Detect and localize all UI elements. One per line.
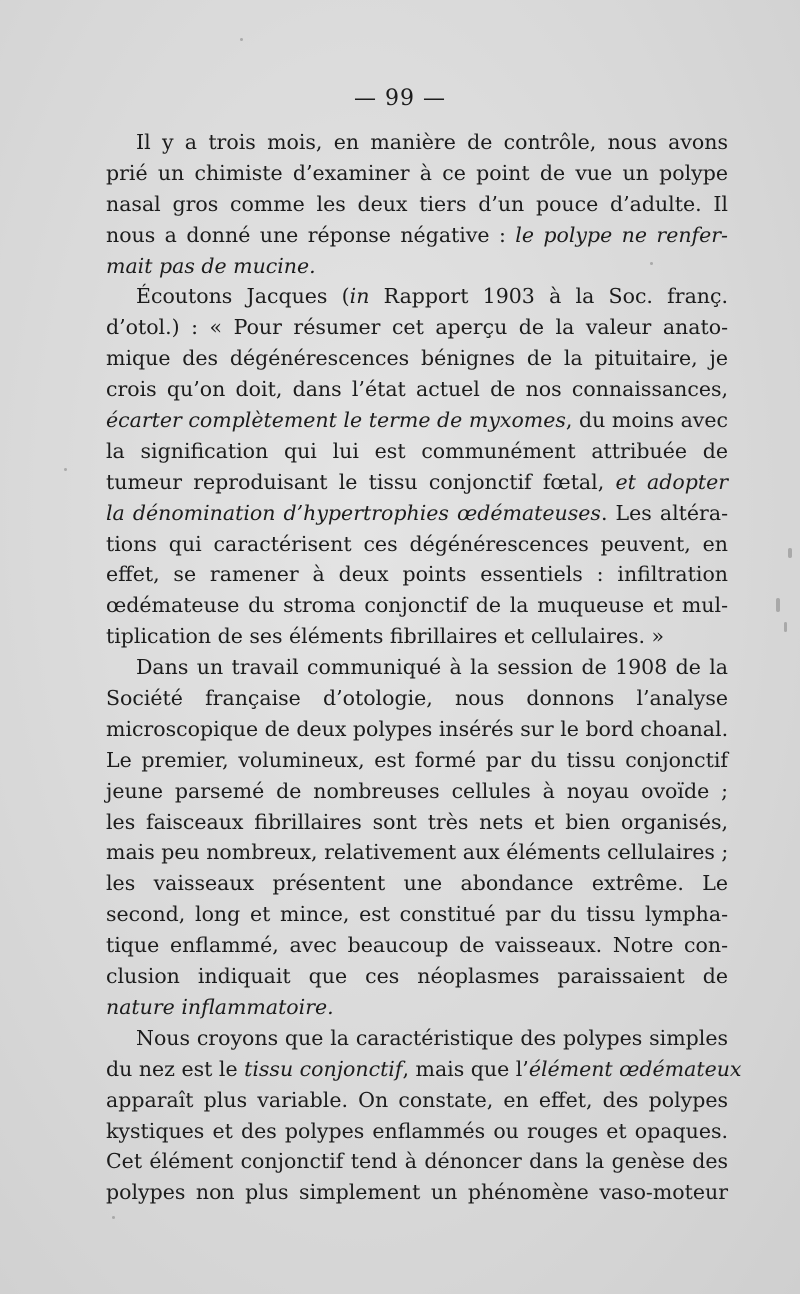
- text-run: crois qu’on doit, dans l’état actuel de nos connaissances,: [106, 377, 728, 402]
- text-line: [106, 714, 728, 745]
- text-line: [106, 158, 728, 189]
- text-line: [106, 251, 728, 282]
- text-line: [106, 961, 728, 992]
- text-line: [106, 683, 728, 714]
- text-run: apparaît plus variable. On constate, en effet, des polypes: [106, 1087, 728, 1112]
- text-run: Société française d’otologie, nous donnons l’analyse: [106, 686, 728, 711]
- text-run: Cet élément conjonctif tend à dénoncer dans la genèse des: [106, 1149, 728, 1174]
- italic-text: mait pas de mucine.: [106, 253, 316, 278]
- text-run: microscopique de deux polypes insérés sur le bord choanal.: [106, 716, 729, 741]
- paper-speck: [650, 262, 653, 265]
- body-text: [106, 127, 742, 1208]
- text-line: [106, 312, 728, 343]
- text-run: œdémateuse du stroma conjonctif de la muqueuse et mul-: [106, 593, 728, 618]
- text-line: [106, 405, 728, 436]
- text-line: [106, 1177, 728, 1208]
- text-line: [106, 621, 728, 652]
- text-run: jeune parsemé de nombreuses cellules à noyau ovoïde ;: [106, 778, 728, 803]
- italic-text: élément œdémateux: [528, 1056, 742, 1081]
- text-line: [106, 590, 728, 621]
- text-line: [106, 992, 728, 1023]
- text-run: tions qui caractérisent ces dégénérescences peuvent, en: [106, 531, 728, 556]
- text-run: Le premier, volumineux, est formé par du tissu conjonctif: [106, 747, 728, 772]
- text-line: [106, 1054, 742, 1085]
- text-run: clusion indiquait que ces néoplasmes paraissaient de: [106, 964, 728, 989]
- italic-text: tissu conjonctif: [244, 1056, 403, 1081]
- text-run: la signification qui lui est communément attribuée de: [106, 438, 728, 463]
- text-run: effet, se ramener à deux points essentiels : infiltration: [106, 562, 728, 587]
- text-run: mique des dégénérescences bénignes de la pituitaire, je: [106, 346, 728, 371]
- paper-speck: [784, 622, 787, 632]
- text-line: [106, 281, 728, 312]
- text-line: [106, 467, 728, 498]
- text-run: Il y a trois mois, en manière de contrôle, nous avons: [136, 130, 728, 154]
- text-line: [106, 220, 728, 251]
- paper-speck: [776, 598, 780, 612]
- text-run: les vaisseaux présentent une abondance extrême. Le: [106, 871, 728, 896]
- text-run: Dans un travail communiqué à la session de 1908 de la: [136, 655, 728, 680]
- text-run: mais peu nombreux, relativement aux éléments cellulaires ;: [106, 840, 729, 865]
- paper-speck: [788, 548, 792, 558]
- paper-speck: [240, 38, 243, 41]
- text-line: [106, 1116, 728, 1147]
- text-line: [106, 837, 728, 868]
- text-run: second, long et mince, est constitué par du tissu lympha-: [106, 902, 728, 927]
- text-line: [106, 498, 728, 529]
- text-line: [106, 559, 728, 590]
- text-run: Rapport 1903 à la Soc. franç.: [369, 284, 728, 309]
- text-run: Nous croyons que la caractéristique des polypes simples: [136, 1025, 728, 1050]
- italic-text: nature inflammatoire.: [106, 994, 334, 1019]
- text-line: [106, 189, 728, 220]
- text-run: , du moins avec: [565, 408, 728, 433]
- text-run: nasal gros comme les deux tiers d’un pouce d’adulte. Il: [106, 191, 728, 216]
- text-line: [106, 343, 728, 374]
- italic-text: la dénomination d’hypertrophies œdémateuses: [106, 500, 601, 525]
- text-line: [106, 807, 728, 838]
- text-run: kystiques et des polypes enflammés ou rouges et opaques.: [106, 1118, 728, 1143]
- text-run: nous a donné une réponse négative :: [106, 222, 516, 247]
- text-run: prié un chimiste d’examiner à ce point de vue un polype: [106, 160, 728, 185]
- text-run: tumeur reproduisant le tissu conjonctif fœtal,: [106, 469, 616, 494]
- italic-text: in: [349, 284, 370, 309]
- text-line: [106, 868, 728, 899]
- text-run: . Les altéra-: [600, 500, 728, 525]
- page-number: — 99 —: [354, 86, 446, 111]
- text-line: [106, 1085, 728, 1116]
- italic-text: écarter complètement le terme de myxomes: [106, 408, 566, 433]
- text-line: [106, 436, 728, 467]
- paper-speck: [64, 468, 67, 471]
- text-run: , mais que l’: [402, 1056, 529, 1081]
- text-run: Écoutons Jacques (: [136, 284, 350, 309]
- text-line: [106, 127, 728, 158]
- text-run: du nez est le: [106, 1056, 245, 1081]
- text-line: [106, 652, 728, 683]
- paper-speck: [112, 1216, 115, 1219]
- text-line: [106, 1146, 728, 1177]
- text-run: tique enflammé, avec beaucoup de vaisseaux. Notre con-: [106, 933, 728, 958]
- text-run: tiplication de ses éléments fibrillaires et cellulaires. »: [106, 624, 665, 649]
- text-run: d’otol.) : « Pour résumer cet aperçu de la valeur anato-: [106, 315, 728, 340]
- text-line: [106, 776, 728, 807]
- text-line: [106, 529, 728, 560]
- italic-text: et adopter: [615, 469, 728, 494]
- text-line: [106, 745, 728, 776]
- italic-text: le polype ne renfer-: [515, 222, 728, 247]
- text-line: [106, 374, 728, 405]
- text-line: [106, 899, 728, 930]
- text-line: [106, 930, 728, 961]
- text-run: polypes non plus simplement un phénomène vaso-moteur: [106, 1180, 728, 1205]
- text-run: les faisceaux fibrillaires sont très nets et bien organisés,: [106, 809, 728, 834]
- text-line: [106, 1023, 728, 1054]
